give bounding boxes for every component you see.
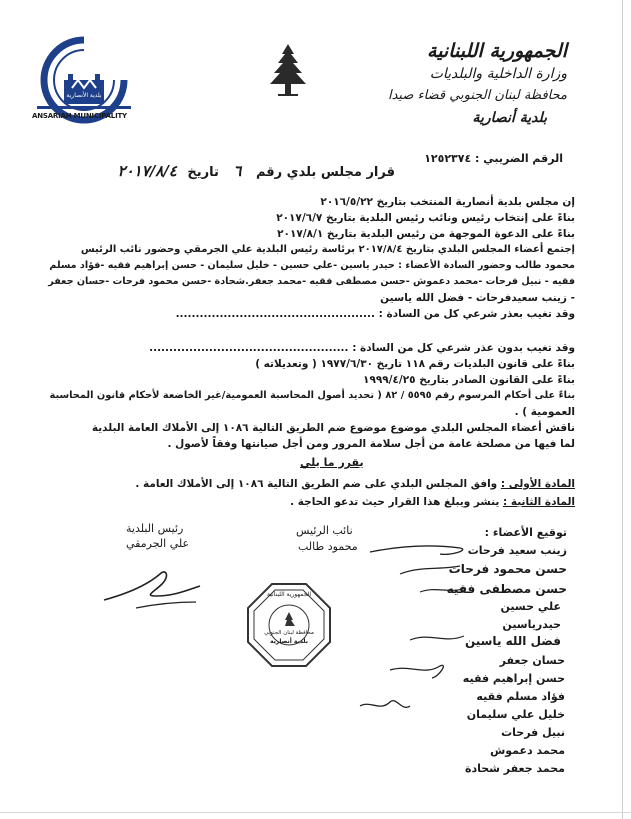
decision-number: ٦ [233, 162, 242, 180]
body-line-10: بناءً على قانون البلديات رقم ١١٨ تاريخ ١٩٧٧/٦/٣٠ ( وتعديلاته ) [255, 358, 575, 370]
cedar-tree-icon [258, 40, 318, 100]
page-edge [622, 0, 623, 819]
member-signatures-icon [340, 536, 540, 776]
page-edge-bottom [0, 812, 631, 813]
member-2: حسن محمود فرحات [448, 562, 567, 576]
body-line-13: العمومية ) . [514, 406, 575, 418]
member-6: فضل الله ياسين [464, 634, 561, 648]
body-line-3: بناءً على الدعوة الموجهة من رئيس البلدية بتاريخ ٢٠١٧/٨/١ [277, 228, 575, 240]
member-11: نبيل فرحات [501, 726, 565, 739]
reference-value: ١٢٥٢٣٧٤ [424, 152, 472, 165]
decision-title-line [118, 162, 395, 180]
body-line-7: - زينب سعيدفرحات - فضل الله ياسين [380, 292, 575, 304]
body-line-6: فقيه - نبيل فرحات -محمد دعموش -حسن مصطفى فقيه -محمد جعفر.شحادة -حسن محمود فرحات -حسان جعفر [48, 276, 575, 287]
header-ministry: وزارة الداخلية والبلديات [429, 66, 567, 82]
article-1-label: المادة الأولى : [500, 478, 575, 490]
header-republic: الجمهورية اللبنانية [427, 40, 567, 62]
body-line-12: بناءً على أحكام المرسوم رقم ٥٥٩٥ / ٨٢ ( تحديد أصول المحاسبة العمومية/غير الخاضعة لأحكام قانون المحاسبة [49, 390, 575, 401]
member-5: حيدرياسين [502, 618, 561, 631]
member-13: محمد جعفر شحادة [464, 762, 565, 775]
body-line-15: لما فيها من مصلحة عامة من أجل سلامة المرور ومن أجل صيانتها وفقاً لأصول . [167, 438, 575, 450]
decides-heading: يقرر ما يلي [300, 456, 364, 469]
header-municipality: بلدية أنصارية [472, 110, 547, 126]
member-8: حسن إبراهيم فقيه [462, 672, 565, 685]
body-line-2: بناءً على إنتخاب رئيس ونائب رئيس البلدية بتاريخ ٢٠١٧/٦/٧ [276, 212, 575, 224]
body-line-14: ناقش أعضاء المجلس البلدي موضوع موضوع ضم الطريق التالية ١٠٨٦ إلى الأملاك العامة البلدية [91, 422, 575, 434]
member-7: حسان جعفر [499, 654, 565, 667]
vice-name: محمود طالب [298, 540, 358, 553]
member-1: زينب سعيد فرحات [467, 544, 567, 557]
body-line-1: إن مجلس بلدية أنصارية المنتخب بتاريخ ٢٠١٦/٥/٢٢ [320, 196, 575, 208]
official-stamp [246, 582, 332, 668]
president-signature-icon [96, 556, 206, 616]
decision-date-label: تاريخ [187, 165, 219, 180]
municipality-logo [34, 34, 134, 126]
logo-arabic-text: بلدية الأنصارية [66, 92, 102, 99]
body-line-4: إجتمع أعضاء المجلس البلدي بتاريخ ٢٠١٧/٨/٤ برئاسة رئيس البلدية علي الجرمقي وحضور نائب الرئيس [80, 244, 575, 255]
reference-number [424, 152, 563, 165]
member-4: علي حسين [500, 600, 561, 613]
article-2-label: المادة الثانية : [503, 496, 575, 508]
logo-caption: ANSARIAH MUNICIPALITY [32, 112, 127, 120]
decision-date-value: ٢٠١٧/٨/٤ [117, 162, 177, 180]
president-name: علي الجرمقي [126, 537, 190, 550]
article-1-text: وافق المجلس البلدي على ضم الطريق التالية ١٠٨٦ إلى الأملاك العامة . [135, 478, 498, 490]
body-line-5: محمود طالب وحضور السادة الأعضاء : حيدر ياسين -علي حسين - خليل سليمان - حسن إبراهيم فقيه -فؤاد مسلم [49, 260, 575, 271]
member-9: فؤاد مسلم فقيه [476, 690, 565, 703]
article-2 [290, 496, 575, 508]
article-1 [135, 478, 575, 490]
stamp-inner-text: محافظة لبنان الجنوبي [264, 630, 314, 636]
article-2-text: ينشر ويبلغ هذا القرار حيث تدعو الحاجة . [290, 496, 500, 508]
body-line-11: بناءً على القانون الصادر بتاريخ ١٩٩٩/٤/٢٥ [363, 374, 575, 386]
member-10: خليل علي سليمان [466, 708, 565, 721]
cedar-emblem [258, 40, 318, 104]
reference-label: الرقم الضريبي : [475, 152, 563, 165]
body-line-9: وقد تغيب بدون عذر شرعي كل من السادة : .................................................. [149, 342, 575, 354]
stamp-outer-text: الجمهورية اللبنانية [266, 591, 312, 598]
member-3: حسن مصطفى فقيه [446, 582, 567, 596]
header-governorate: محافظة لبنان الجنوبي قضاء صيدا [387, 88, 567, 103]
decision-title: قرار مجلس بلدي رقم [255, 165, 395, 180]
vice-title: نائب الرئيس [296, 524, 353, 537]
stamp-center-text: بلدية أنصارية [270, 638, 308, 645]
president-title: رئيس البلدية [126, 522, 184, 535]
body-line-8: وقد تغيب بعذر شرعي كل من السادة : .................................................. [175, 308, 575, 320]
member-12: محمد دعموش [490, 744, 565, 757]
members-title: توقيع الأعضاء : [484, 526, 567, 539]
